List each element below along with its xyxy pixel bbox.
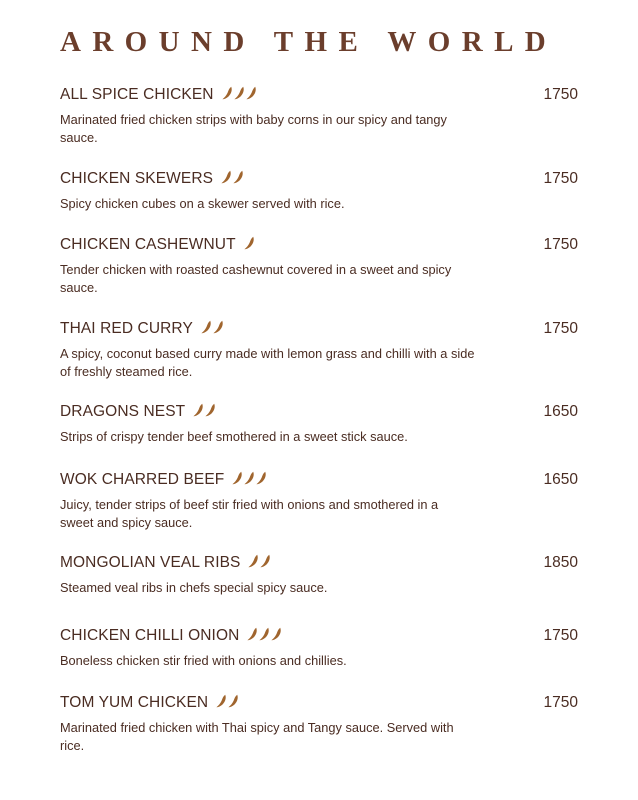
item-price: 1750	[543, 694, 578, 711]
item-description: Spicy chicken cubes on a skewer served with rice.	[60, 196, 345, 211]
chili-icon	[246, 86, 257, 100]
chili-icon	[216, 694, 227, 708]
chili-icon	[213, 320, 224, 334]
item-price: 1750	[543, 170, 578, 187]
item-name-wrap	[60, 234, 255, 256]
item-name: WOK CHARRED BEEF	[60, 471, 225, 489]
chili-icon	[221, 170, 232, 184]
item-name: TOM YUM CHICKEN	[60, 694, 209, 712]
item-description: Steamed veal ribs in chefs special spicy sauce.	[60, 580, 328, 595]
chili-icon	[205, 403, 216, 417]
item-name-wrap	[60, 168, 244, 190]
item-price: 1750	[543, 627, 578, 644]
item-description: A spicy, coconut based curry made with lemon grass and chilli with a side of freshly steamed rice.	[60, 346, 475, 379]
menu-item	[60, 318, 582, 380]
menu-item	[60, 84, 582, 146]
chili-rating	[244, 232, 255, 254]
menu-item	[60, 168, 582, 213]
chili-rating	[221, 166, 244, 188]
item-price: 1650	[543, 471, 578, 488]
menu-item	[60, 692, 582, 754]
item-description: Strips of crispy tender beef smothered in a sweet stick sauce.	[60, 429, 408, 444]
chili-icon	[259, 627, 270, 641]
chili-icon	[260, 554, 271, 568]
item-description: Marinated fried chicken with Thai spicy and Tangy sauce. Served with rice.	[60, 720, 454, 753]
menu-item	[60, 234, 582, 296]
chili-rating	[201, 316, 224, 338]
item-name-wrap	[60, 469, 267, 491]
chili-icon	[234, 86, 245, 100]
chili-rating	[222, 82, 257, 104]
item-name-wrap	[60, 692, 239, 714]
chili-rating	[232, 467, 267, 489]
item-name: ALL SPICE CHICKEN	[60, 86, 214, 104]
chili-icon	[256, 471, 267, 485]
menu-item	[60, 625, 582, 670]
chili-icon	[232, 471, 243, 485]
item-name: THAI RED CURRY	[60, 320, 193, 338]
chili-rating	[193, 399, 216, 421]
menu-item	[60, 401, 582, 446]
chili-rating	[248, 550, 271, 572]
item-name-wrap	[60, 401, 216, 423]
item-name-wrap	[60, 84, 257, 106]
item-name: DRAGONS NEST	[60, 403, 186, 421]
chili-icon	[248, 554, 259, 568]
item-description: Marinated fried chicken strips with baby corns in our spicy and tangy sauce.	[60, 112, 447, 145]
item-name: CHICKEN CASHEWNUT	[60, 236, 236, 254]
chili-icon	[193, 403, 204, 417]
chili-icon	[244, 236, 255, 250]
menu-item	[60, 469, 582, 531]
chili-icon	[222, 86, 233, 100]
item-price: 1850	[543, 554, 578, 571]
item-description: Boneless chicken stir fried with onions and chillies.	[60, 653, 347, 668]
item-name: CHICKEN SKEWERS	[60, 170, 214, 188]
item-description: Tender chicken with roasted cashewnut covered in a sweet and spicy sauce.	[60, 262, 452, 295]
item-description: Juicy, tender strips of beef stir fried with onions and smothered in a sweet and spicy sauce.	[60, 497, 439, 530]
chili-icon	[228, 694, 239, 708]
item-price: 1750	[543, 86, 578, 103]
item-name: MONGOLIAN VEAL RIBS	[60, 554, 241, 572]
chili-icon	[247, 627, 258, 641]
item-name-wrap	[60, 552, 271, 574]
item-name-wrap	[60, 318, 224, 340]
menu-title: AROUND THE WORLD	[60, 26, 558, 58]
menu-item	[60, 552, 582, 597]
item-name: CHICKEN CHILLI ONION	[60, 627, 240, 645]
chili-icon	[244, 471, 255, 485]
chili-icon	[233, 170, 244, 184]
chili-icon	[271, 627, 282, 641]
item-price: 1750	[543, 320, 578, 337]
item-name-wrap	[60, 625, 282, 647]
chili-rating	[247, 623, 282, 645]
chili-rating	[216, 690, 239, 712]
item-price: 1750	[543, 236, 578, 253]
chili-icon	[201, 320, 212, 334]
item-price: 1650	[543, 403, 578, 420]
